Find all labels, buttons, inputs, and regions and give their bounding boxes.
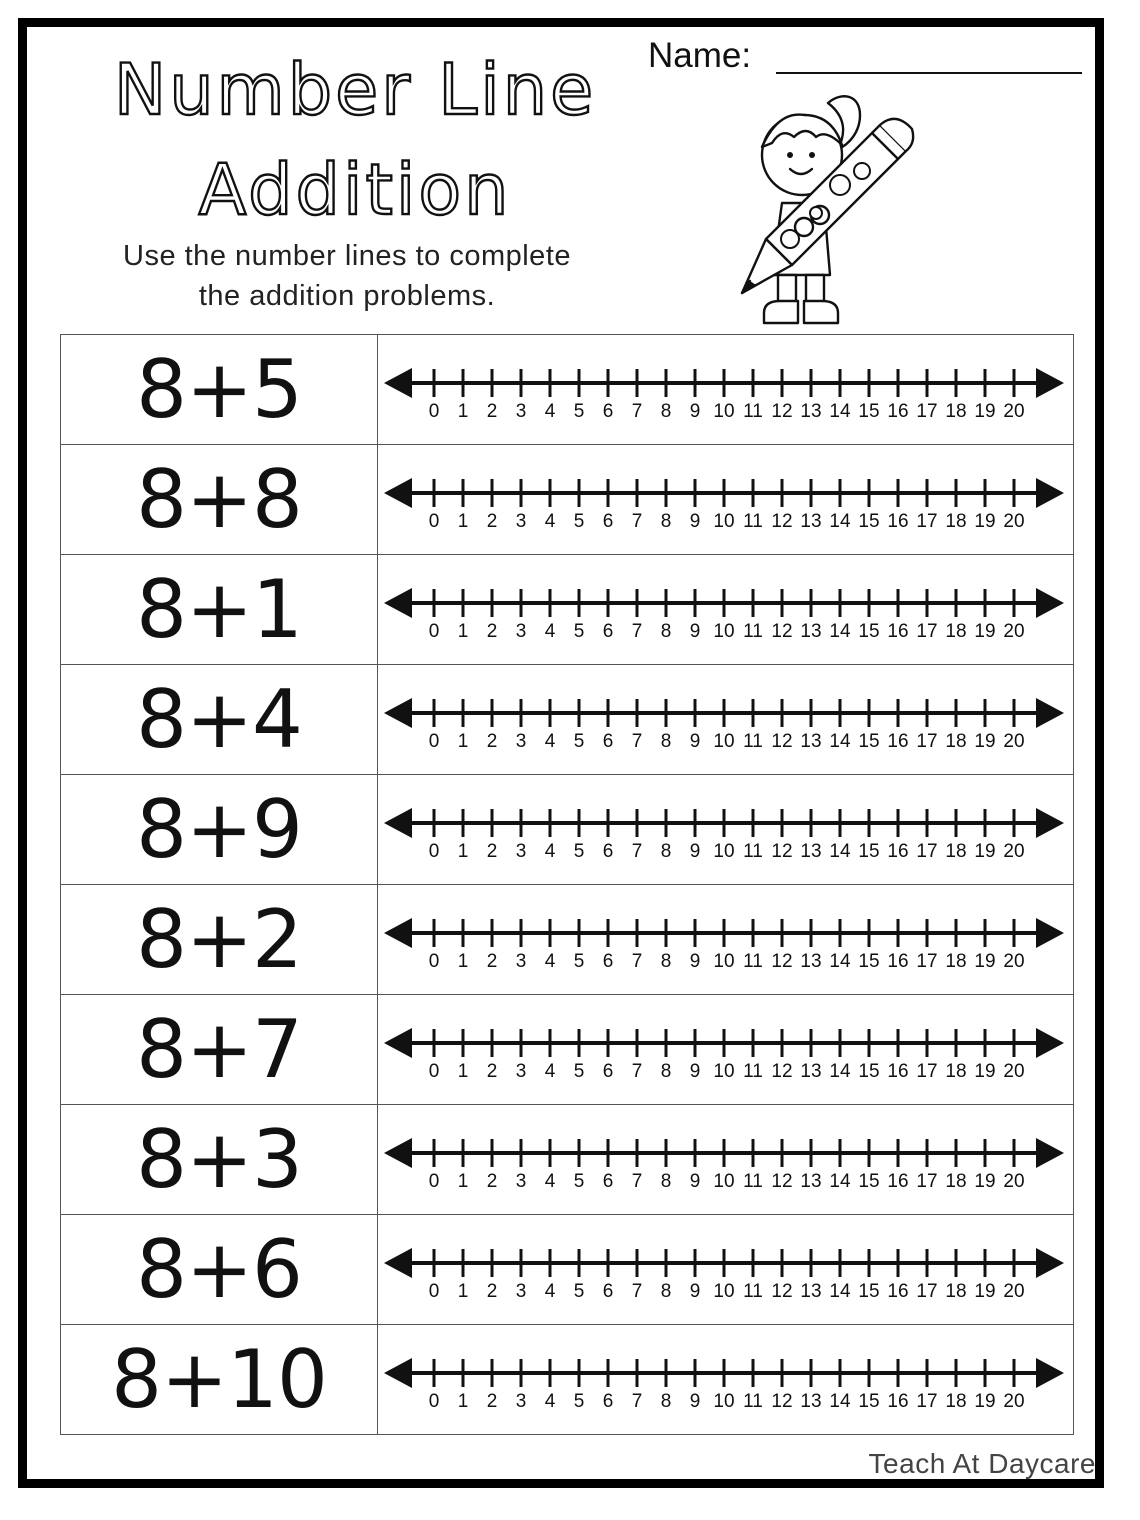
tick-label: 14	[829, 951, 851, 972]
tick-label: 5	[573, 1281, 585, 1302]
tick-label: 13	[800, 621, 822, 642]
tick-label: 4	[544, 621, 556, 642]
tick-label: 14	[829, 731, 851, 752]
tick-label: 9	[689, 1281, 701, 1302]
tick-label: 8	[660, 1391, 672, 1412]
tick-label: 1	[457, 511, 469, 532]
tick-label: 16	[887, 1171, 909, 1192]
tick-label: 16	[887, 511, 909, 532]
tick-label: 18	[945, 401, 967, 422]
tick-label: 19	[974, 951, 996, 972]
tick-label: 6	[602, 951, 614, 972]
tick-label: 9	[689, 731, 701, 752]
number-line-cell	[378, 335, 1074, 445]
tick-label: 9	[689, 1171, 701, 1192]
tick-label: 17	[916, 1171, 938, 1192]
tick-label: 2	[486, 951, 498, 972]
tick-label: 16	[887, 841, 909, 862]
tick-label: 14	[829, 1281, 851, 1302]
tick-label: 9	[689, 951, 701, 972]
tick-label: 5	[573, 1391, 585, 1412]
name-blank-line[interactable]	[776, 72, 1082, 74]
tick-label: 2	[486, 1391, 498, 1412]
tick-label: 5	[573, 951, 585, 972]
left-arrow-icon	[384, 1028, 412, 1058]
number-line-cell	[378, 1215, 1074, 1325]
tick-label: 9	[689, 1061, 701, 1082]
tick-label: 10	[713, 621, 735, 642]
name-label: Name:	[648, 36, 752, 75]
tick-label: 14	[829, 621, 851, 642]
tick-label: 6	[602, 1391, 614, 1412]
tick-label: 11	[743, 731, 763, 752]
tick-label: 2	[486, 401, 498, 422]
tick-label: 17	[916, 841, 938, 862]
tick-label: 7	[631, 401, 643, 422]
number-line[interactable]	[382, 463, 1066, 535]
tick-label: 16	[887, 1061, 909, 1082]
tick-label: 7	[631, 621, 643, 642]
number-line[interactable]	[382, 1013, 1066, 1085]
tick-label: 1	[457, 1171, 469, 1192]
tick-label: 20	[1003, 511, 1025, 532]
tick-label: 0	[428, 731, 440, 752]
addition-problem: 8+3	[61, 1105, 378, 1215]
tick-label: 2	[486, 511, 498, 532]
tick-label: 7	[631, 511, 643, 532]
tick-label: 12	[771, 731, 793, 752]
tick-label: 18	[945, 1391, 967, 1412]
tick-label: 3	[515, 1061, 527, 1082]
tick-label: 11	[743, 1391, 763, 1412]
tick-label: 7	[631, 951, 643, 972]
tick-label: 8	[660, 511, 672, 532]
girl-with-pencil-illustration	[720, 85, 920, 335]
tick-label: 10	[713, 1391, 735, 1412]
problem-row	[61, 885, 1074, 995]
tick-label: 14	[829, 1171, 851, 1192]
tick-label: 18	[945, 511, 967, 532]
tick-label: 17	[916, 1391, 938, 1412]
tick-label: 12	[771, 841, 793, 862]
tick-label: 16	[887, 1281, 909, 1302]
number-line[interactable]	[382, 793, 1066, 865]
right-arrow-icon	[1036, 1248, 1064, 1278]
left-arrow-icon	[384, 1248, 412, 1278]
tick-label: 17	[916, 951, 938, 972]
right-arrow-icon	[1036, 1028, 1064, 1058]
number-line-cell	[378, 445, 1074, 555]
tick-label: 5	[573, 401, 585, 422]
tick-label: 5	[573, 1171, 585, 1192]
right-arrow-icon	[1036, 368, 1064, 398]
problem-row	[61, 1325, 1074, 1435]
tick-label: 0	[428, 511, 440, 532]
tick-label: 10	[713, 1281, 735, 1302]
number-line[interactable]	[382, 683, 1066, 755]
tick-label: 13	[800, 1391, 822, 1412]
problem-row	[61, 555, 1074, 665]
tick-label: 3	[515, 401, 527, 422]
number-line-cell	[378, 665, 1074, 775]
tick-label: 10	[713, 511, 735, 532]
tick-label: 12	[771, 621, 793, 642]
tick-label: 12	[771, 401, 793, 422]
tick-label: 14	[829, 1391, 851, 1412]
tick-label: 15	[858, 1061, 880, 1082]
problem-row	[61, 1215, 1074, 1325]
tick-label: 17	[916, 401, 938, 422]
number-line[interactable]	[382, 1343, 1066, 1415]
tick-label: 20	[1003, 951, 1025, 972]
addition-problem: 8+9	[61, 775, 378, 885]
worksheet-title	[100, 40, 610, 240]
tick-label: 6	[602, 1281, 614, 1302]
tick-label: 4	[544, 951, 556, 972]
tick-label: 16	[887, 621, 909, 642]
tick-label: 13	[800, 841, 822, 862]
number-line-cell	[378, 1325, 1074, 1435]
tick-label: 13	[800, 1061, 822, 1082]
number-line-cell	[378, 995, 1074, 1105]
tick-label: 18	[945, 951, 967, 972]
tick-label: 11	[743, 951, 763, 972]
addition-problem: 8+2	[61, 885, 378, 995]
tick-label: 18	[945, 1061, 967, 1082]
tick-label: 7	[631, 731, 643, 752]
tick-label: 11	[743, 401, 763, 422]
tick-label: 3	[515, 731, 527, 752]
tick-label: 17	[916, 731, 938, 752]
tick-label: 15	[858, 511, 880, 532]
tick-label: 18	[945, 731, 967, 752]
tick-label: 15	[858, 1171, 880, 1192]
tick-label: 17	[916, 1061, 938, 1082]
tick-label: 8	[660, 621, 672, 642]
tick-label: 0	[428, 841, 440, 862]
tick-label: 1	[457, 951, 469, 972]
tick-label: 0	[428, 1171, 440, 1192]
tick-label: 18	[945, 1171, 967, 1192]
right-arrow-icon	[1036, 1358, 1064, 1388]
tick-label: 9	[689, 621, 701, 642]
number-line[interactable]	[382, 353, 1066, 425]
tick-label: 0	[428, 401, 440, 422]
addition-problem: 8+10	[61, 1325, 378, 1435]
tick-label: 10	[713, 401, 735, 422]
tick-label: 19	[974, 401, 996, 422]
tick-label: 11	[743, 1281, 763, 1302]
tick-label: 10	[713, 1061, 735, 1082]
tick-label: 4	[544, 1171, 556, 1192]
number-line[interactable]	[382, 573, 1066, 645]
tick-label: 12	[771, 511, 793, 532]
tick-label: 8	[660, 1171, 672, 1192]
tick-label: 5	[573, 1061, 585, 1082]
tick-label: 7	[631, 1061, 643, 1082]
tick-label: 20	[1003, 841, 1025, 862]
addition-problem: 8+8	[61, 445, 378, 555]
tick-label: 6	[602, 1171, 614, 1192]
tick-label: 8	[660, 1281, 672, 1302]
tick-label: 0	[428, 951, 440, 972]
tick-label: 8	[660, 951, 672, 972]
tick-label: 11	[743, 1171, 763, 1192]
tick-label: 20	[1003, 1061, 1025, 1082]
number-line-cell	[378, 555, 1074, 665]
tick-label: 19	[974, 841, 996, 862]
tick-label: 2	[486, 731, 498, 752]
tick-label: 18	[945, 1281, 967, 1302]
right-arrow-icon	[1036, 918, 1064, 948]
tick-label: 6	[602, 1061, 614, 1082]
tick-label: 1	[457, 731, 469, 752]
tick-label: 12	[771, 1061, 793, 1082]
tick-label: 19	[974, 1281, 996, 1302]
tick-label: 18	[945, 841, 967, 862]
tick-label: 9	[689, 1391, 701, 1412]
addition-problem: 8+4	[61, 665, 378, 775]
tick-label: 4	[544, 401, 556, 422]
tick-label: 14	[829, 841, 851, 862]
tick-label: 15	[858, 401, 880, 422]
tick-label: 13	[800, 1171, 822, 1192]
left-arrow-icon	[384, 368, 412, 398]
tick-label: 1	[457, 1061, 469, 1082]
tick-label: 2	[486, 1061, 498, 1082]
tick-label: 0	[428, 621, 440, 642]
tick-label: 8	[660, 401, 672, 422]
tick-label: 1	[457, 1391, 469, 1412]
title-line-1: Number Line	[113, 49, 597, 131]
tick-label: 8	[660, 1061, 672, 1082]
number-line[interactable]	[382, 1123, 1066, 1195]
problem-row	[61, 1105, 1074, 1215]
tick-label: 5	[573, 621, 585, 642]
name-field	[648, 34, 1088, 78]
tick-label: 15	[858, 1281, 880, 1302]
tick-label: 7	[631, 1391, 643, 1412]
tick-label: 4	[544, 1281, 556, 1302]
addition-problem: 8+1	[61, 555, 378, 665]
tick-label: 0	[428, 1281, 440, 1302]
tick-label: 6	[602, 621, 614, 642]
tick-label: 3	[515, 1171, 527, 1192]
tick-label: 5	[573, 731, 585, 752]
left-arrow-icon	[384, 808, 412, 838]
tick-label: 16	[887, 731, 909, 752]
tick-label: 9	[689, 511, 701, 532]
tick-label: 16	[887, 1391, 909, 1412]
tick-label: 3	[515, 1281, 527, 1302]
problem-row	[61, 775, 1074, 885]
tick-label: 14	[829, 401, 851, 422]
tick-label: 13	[800, 401, 822, 422]
tick-label: 14	[829, 1061, 851, 1082]
tick-label: 4	[544, 1061, 556, 1082]
addition-problem: 8+7	[61, 995, 378, 1105]
tick-label: 20	[1003, 1281, 1025, 1302]
tick-label: 10	[713, 841, 735, 862]
tick-label: 2	[486, 621, 498, 642]
tick-label: 7	[631, 841, 643, 862]
tick-label: 16	[887, 951, 909, 972]
tick-label: 13	[800, 1281, 822, 1302]
tick-label: 19	[974, 1171, 996, 1192]
addition-problem: 8+6	[61, 1215, 378, 1325]
tick-label: 5	[573, 511, 585, 532]
number-line-cell	[378, 1105, 1074, 1215]
right-arrow-icon	[1036, 478, 1064, 508]
tick-label: 15	[858, 621, 880, 642]
tick-label: 12	[771, 1391, 793, 1412]
instructions-line-1: Use the number lines to complete	[123, 240, 571, 272]
tick-label: 3	[515, 511, 527, 532]
tick-label: 6	[602, 401, 614, 422]
left-arrow-icon	[384, 1138, 412, 1168]
instructions-line-2: the addition problems.	[198, 280, 496, 312]
tick-label: 3	[515, 951, 527, 972]
left-arrow-icon	[384, 698, 412, 728]
tick-label: 20	[1003, 1391, 1025, 1412]
tick-label: 3	[515, 1391, 527, 1412]
tick-label: 12	[771, 951, 793, 972]
tick-label: 1	[457, 1281, 469, 1302]
tick-label: 15	[858, 731, 880, 752]
tick-label: 10	[713, 951, 735, 972]
tick-label: 19	[974, 1391, 996, 1412]
tick-label: 3	[515, 621, 527, 642]
number-line[interactable]	[382, 1233, 1066, 1305]
tick-label: 11	[743, 511, 763, 532]
tick-label: 10	[713, 1171, 735, 1192]
tick-label: 4	[544, 731, 556, 752]
right-arrow-icon	[1036, 1138, 1064, 1168]
tick-label: 1	[457, 401, 469, 422]
tick-label: 16	[887, 401, 909, 422]
tick-label: 9	[689, 401, 701, 422]
problem-row	[61, 995, 1074, 1105]
tick-label: 15	[858, 951, 880, 972]
problem-row	[61, 335, 1074, 445]
tick-label: 6	[602, 511, 614, 532]
tick-label: 4	[544, 1391, 556, 1412]
tick-label: 9	[689, 841, 701, 862]
right-arrow-icon	[1036, 808, 1064, 838]
tick-label: 17	[916, 621, 938, 642]
tick-label: 17	[916, 511, 938, 532]
number-line-cell	[378, 775, 1074, 885]
tick-label: 2	[486, 1171, 498, 1192]
tick-label: 17	[916, 1281, 938, 1302]
tick-label: 6	[602, 731, 614, 752]
tick-label: 13	[800, 951, 822, 972]
tick-label: 12	[771, 1171, 793, 1192]
tick-label: 2	[486, 841, 498, 862]
left-arrow-icon	[384, 1358, 412, 1388]
problem-row	[61, 665, 1074, 775]
tick-label: 8	[660, 841, 672, 862]
tick-label: 4	[544, 511, 556, 532]
tick-label: 19	[974, 621, 996, 642]
tick-label: 19	[974, 511, 996, 532]
credit-text: Teach At Daycare	[868, 1448, 1096, 1479]
tick-label: 13	[800, 731, 822, 752]
tick-label: 15	[858, 841, 880, 862]
instructions	[62, 236, 632, 316]
tick-label: 3	[515, 841, 527, 862]
number-line-cell	[378, 885, 1074, 995]
tick-label: 13	[800, 511, 822, 532]
left-arrow-icon	[384, 918, 412, 948]
tick-label: 11	[743, 1061, 763, 1082]
tick-label: 2	[486, 1281, 498, 1302]
tick-label: 0	[428, 1391, 440, 1412]
tick-label: 1	[457, 621, 469, 642]
tick-label: 11	[743, 841, 763, 862]
tick-label: 0	[428, 1061, 440, 1082]
tick-label: 20	[1003, 621, 1025, 642]
tick-label: 10	[713, 731, 735, 752]
tick-label: 14	[829, 511, 851, 532]
title-line-2: Addition	[198, 149, 512, 231]
tick-label: 7	[631, 1281, 643, 1302]
tick-label: 19	[974, 731, 996, 752]
tick-label: 7	[631, 1171, 643, 1192]
tick-label: 1	[457, 841, 469, 862]
left-arrow-icon	[384, 478, 412, 508]
tick-label: 5	[573, 841, 585, 862]
tick-label: 6	[602, 841, 614, 862]
tick-label: 15	[858, 1391, 880, 1412]
tick-label: 12	[771, 1281, 793, 1302]
tick-label: 19	[974, 1061, 996, 1082]
right-arrow-icon	[1036, 588, 1064, 618]
tick-label: 20	[1003, 401, 1025, 422]
left-arrow-icon	[384, 588, 412, 618]
number-line[interactable]	[382, 903, 1066, 975]
tick-label: 18	[945, 621, 967, 642]
tick-label: 4	[544, 841, 556, 862]
right-arrow-icon	[1036, 698, 1064, 728]
tick-label: 20	[1003, 1171, 1025, 1192]
tick-label: 8	[660, 731, 672, 752]
tick-label: 11	[743, 621, 763, 642]
addition-problem: 8+5	[61, 335, 378, 445]
problem-table	[60, 334, 1074, 1435]
tick-label: 20	[1003, 731, 1025, 752]
problem-row	[61, 445, 1074, 555]
